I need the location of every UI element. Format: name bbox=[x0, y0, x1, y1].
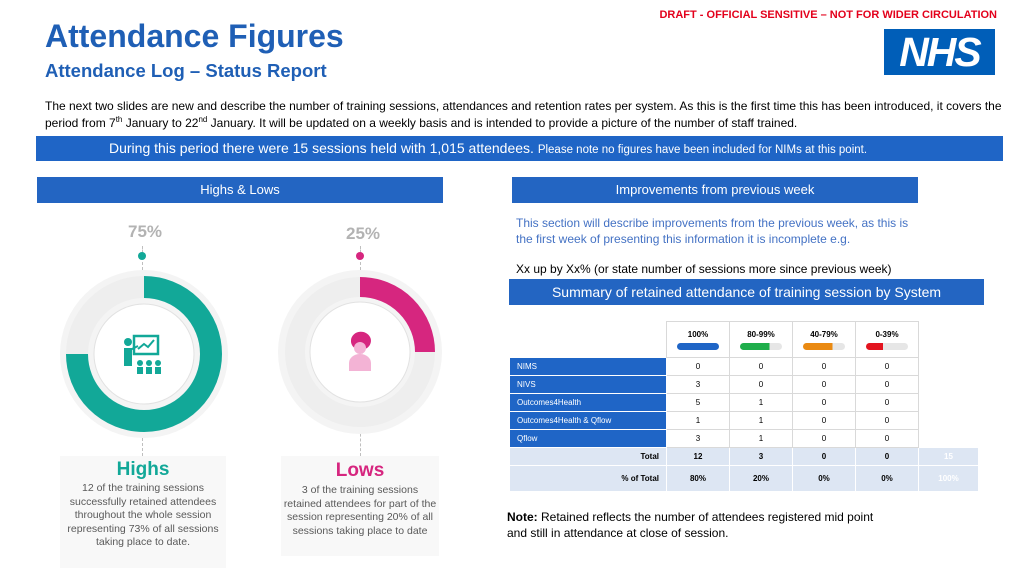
highs-percent: 75% bbox=[128, 222, 163, 241]
table-cell: 1 bbox=[730, 394, 793, 412]
table-cell: 0 bbox=[793, 430, 856, 448]
row-label: NIMS bbox=[510, 358, 667, 376]
table-cell: 80% bbox=[667, 466, 730, 492]
table-cell: 0 bbox=[793, 376, 856, 394]
column-header bbox=[793, 322, 856, 358]
banner-main-text: During this period there were 15 sessions held with 1,015 attendees. bbox=[109, 140, 534, 156]
table-cell: 5 bbox=[667, 394, 730, 412]
band-100-pill bbox=[677, 343, 719, 350]
table-cell: 0 bbox=[856, 376, 919, 394]
note-text: Retained reflects the number of attendees registered mid point and still in attendance at close of session. bbox=[507, 510, 874, 540]
table-cell: 0 bbox=[730, 376, 793, 394]
highs-title: Highs bbox=[116, 459, 170, 480]
retention-note bbox=[507, 509, 887, 541]
table-row bbox=[510, 412, 979, 430]
intro-text-2: January to 22 bbox=[122, 116, 199, 130]
page-subtitle: Attendance Log – Status Report bbox=[45, 60, 327, 81]
table-cell: 3 bbox=[667, 430, 730, 448]
improvements-description: This section will describe improvements from the previous week, as this is the first week of presenting this information it is incomplete e.g. bbox=[516, 216, 909, 246]
improvements-header: Improvements from previous week bbox=[512, 177, 918, 203]
table-cell: 0 bbox=[793, 412, 856, 430]
table-row bbox=[510, 394, 979, 412]
column-label: 80-99% bbox=[747, 330, 775, 339]
intro-text-1: The next two slides are new and describe the number of training sessions, attendances and retention rates per system. As this is the first time this has been introduced, it covers the period from 7 bbox=[45, 99, 1002, 130]
table-cell: 0 bbox=[856, 448, 919, 466]
intro-sup-1: th bbox=[115, 115, 123, 124]
table-cell: 0 bbox=[793, 358, 856, 376]
table-cell: 12 bbox=[667, 448, 730, 466]
lows-description: 3 of the training sessions retained attendees for part of the session representing 20% of all sessions taking place to date bbox=[283, 484, 437, 537]
intro-paragraph bbox=[45, 98, 1005, 132]
highs-dot bbox=[138, 252, 146, 260]
column-header bbox=[730, 322, 793, 358]
row-label: Outcomes4Health & Qflow bbox=[510, 412, 667, 430]
lows-percent: 25% bbox=[346, 224, 381, 243]
improvements-example: Xx up by Xx% (or state number of sessions more since previous week) bbox=[516, 262, 892, 276]
lows-ring-chart bbox=[276, 268, 444, 436]
page-title: Attendance Figures bbox=[45, 18, 344, 54]
table-header-row bbox=[510, 322, 979, 358]
percent-total-label: % of Total bbox=[510, 466, 667, 492]
classification-label: DRAFT - OFFICIAL SENSITIVE – NOT FOR WIDER CIRCULATION bbox=[659, 9, 997, 21]
percent-total-row bbox=[510, 466, 979, 492]
table-row bbox=[510, 376, 979, 394]
highs-ring-chart bbox=[58, 268, 230, 440]
table-cell: 0 bbox=[856, 412, 919, 430]
lows-title: Lows bbox=[335, 460, 385, 481]
summary-table-header: Summary of retained attendance of training session by System bbox=[509, 279, 984, 305]
table-cell: 0 bbox=[793, 448, 856, 466]
note-label: Note: bbox=[507, 510, 538, 524]
summary-banner bbox=[36, 136, 1003, 161]
table-cell: 0% bbox=[856, 466, 919, 492]
column-header bbox=[856, 322, 919, 358]
table-cell: 0 bbox=[730, 358, 793, 376]
table-corner bbox=[510, 322, 667, 358]
table-row bbox=[510, 358, 979, 376]
column-header bbox=[667, 322, 730, 358]
grand-total: 15 bbox=[919, 448, 979, 466]
band-0-39-pill bbox=[866, 343, 908, 350]
nhs-logo: NHS bbox=[884, 29, 995, 75]
band-80-99-pill bbox=[740, 343, 782, 350]
table-row bbox=[510, 430, 979, 448]
total-label: Total bbox=[510, 448, 667, 466]
intro-text-3: January. It will be updated on a weekly basis and is intended to provide a picture of the number of staff trained. bbox=[207, 116, 798, 130]
highs-lows-header: Highs & Lows bbox=[37, 177, 443, 203]
table-cell: 0 bbox=[856, 358, 919, 376]
lows-dot bbox=[356, 252, 364, 260]
row-label: Outcomes4Health bbox=[510, 394, 667, 412]
row-label: Qflow bbox=[510, 430, 667, 448]
grand-percent: 100% bbox=[919, 466, 979, 492]
banner-note-text: Please note no figures have been included for NIMs at this point. bbox=[537, 144, 868, 156]
intro-sup-2: nd bbox=[198, 115, 208, 124]
table-cell: 20% bbox=[730, 466, 793, 492]
table-cell: 3 bbox=[667, 376, 730, 394]
table-cell: 0 bbox=[856, 394, 919, 412]
table-cell: 1 bbox=[667, 412, 730, 430]
band-40-79-pill bbox=[803, 343, 845, 350]
table-cell: 1 bbox=[730, 430, 793, 448]
summary-table bbox=[509, 321, 979, 492]
total-row bbox=[510, 448, 979, 466]
table-cell: 0 bbox=[856, 430, 919, 448]
table-cell: 0 bbox=[793, 394, 856, 412]
table-cell: 0% bbox=[793, 466, 856, 492]
column-label: 100% bbox=[687, 330, 709, 339]
highs-description: 12 of the training sessions successfully retained attendees throughout the whole session representing 73% of all sessions taking place to date. bbox=[67, 482, 219, 548]
column-label: 0-39% bbox=[875, 330, 899, 339]
column-label: 40-79% bbox=[810, 330, 838, 339]
table-cell: 1 bbox=[730, 412, 793, 430]
row-label: NIVS bbox=[510, 376, 667, 394]
table-cell: 3 bbox=[730, 448, 793, 466]
table-cell: 0 bbox=[667, 358, 730, 376]
